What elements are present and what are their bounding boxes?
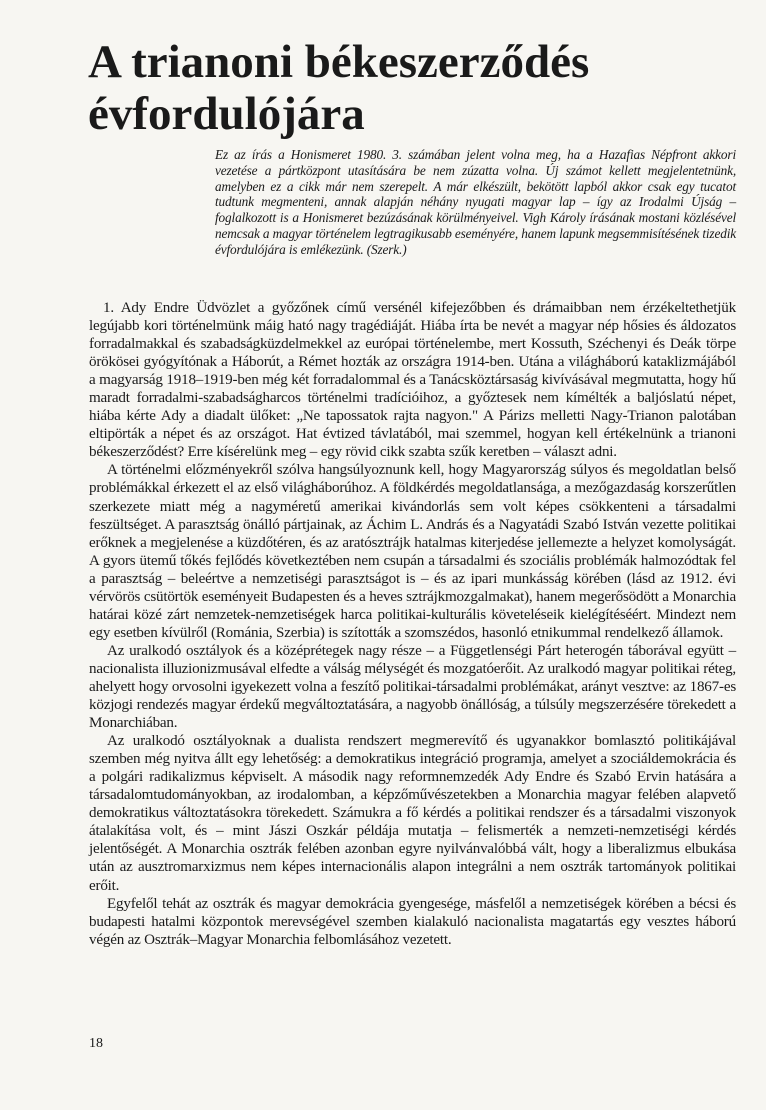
section-number: 1. <box>103 300 114 316</box>
title-line-2: évfordulójára <box>88 88 365 140</box>
paragraph-text: Ady Endre Üdvözlet a győzőnek című versénél kifejezőbben és drámaibban nem érzékeltethetjük legújabb kori történelmünk máig ható nagy tragédiáját. Hiába írta be nevét a magyar nép hősies és áldozatos forradalmakkal és szabadságküzdelmekkel az európai történelembe, mert Kossuth, Széchenyi és Deák törpe örökösei gyógyítónak a Háborút, a Rémet hozták az országra 1914-ben. Utána a világháború kataklizmájából a magyarság 1918–1919-ben még két forradalommal és a Tanácsköztársaság kivívásával megmutatta, hogy hű maradt forradalmi-szabadságharcos történelmi tradícióihoz, a győztesek nem kímélték a baljóslatú népet, hiába kérte Ady a diadalt ülőket: „Ne tapossatok rajta nagyon." A Párizs melletti Nagy-Trianon palotában eltipörták a népet és az országot. Hat évtized távlatából, mai szemmel, hogyan kell értékelnünk a trianoni békeszerződést? Erre kísérelünk meg – egy rövid cikk szabta szűk keretben – választ adni. <box>89 300 736 461</box>
article-body <box>89 299 736 949</box>
editorial-note: Ez az írás a Honismeret 1980. 3. számában jelent volna meg, ha a Hazafias Népfront akkori vezetése a pártközpont utasítására be nem zúzatta volna. Új számot kellett megjelentetnünk, amelyben ez a cikk már nem szerepelt. A már elkészült, bekötött lapból akkor csak egy tucatot tudtunk megmenteni, annak alapján néhány nyugati magyar lap – így az Irodalmi Újság – foglalkozott is a Honismeret bezúzásának körülményeivel. Vigh Károly írásának mostani közlésével nemcsak a magyar történelem legtragikusabb eseményére, hanem lapunk megsemmisítésének tizedik évfordulójára is emlékezünk. (Szerk.) <box>215 147 736 257</box>
page-number: 18 <box>89 1036 103 1051</box>
paragraph: Egyfelől tehát az osztrák és magyar demokrácia gyengesége, másfelől a nemzetiségek körében a bécsi és budapesti hatalmi központok merevségével szemben kialakuló nacionalista magatartás egy vesztes háború végén az Osztrák–Magyar Monarchia felbomlásához vezetett. <box>89 895 736 948</box>
article-title <box>88 36 728 140</box>
paragraph: Az uralkodó osztályok és a középrétegek nagy része – a Függetlenségi Párt heterogén táborával együtt – nacionalista illuzionizmusával elfedte a válság mélységét és mozgatóerőit. Az uralkodó magyar politikai réteg, ahelyett hogy orvosolni igyekezett volna a feszítő politikai-társadalmi problémákat, arányt vesztve: az 1867-es közjogi rendezés magyar érdekű megváltoztatására, a nagyobb önállóság, a túlsúly megszerzésére törekedett a Monarchiában. <box>89 642 736 732</box>
paragraph: A történelmi előzményekről szólva hangsúlyoznunk kell, hogy Magyarország súlyos és megoldatlan belső problémákkal érkezett el az első világháborúhoz. A földkérdés megoldatlansága, a mezőgazdaság korszerűtlen szerkezete miatt még a nagyméretű amerikai kivándorlás sem volt képes csökkenteni a társadalmi feszültséget. A parasztság önálló pártjainak, az Áchim L. András és a Nagyatádi Szabó István vezette politikai erőknek a megjelenése a küzdőtéren, és az aratósztrájk hatalmas kiterjedése jellemezte a helyzet komolyságát. A gyors ütemű tőkés fejlődés következtében nem csupán a társadalmi és szociális problémák halmozódtak fel a parasztság – beleértve a nemzetiségi parasztságot is – és az ipari munkásság körében (lásd az 1912. évi vérvörös csütörtök eseményeit Budapesten és a heves sztrájkmozgalmakat), hanem megerősödött a Monarchia határai közé zárt nemzetek-nemzetiségek harca politikai-kulturális követeléseik kielégítéséért. Mindezt nem egy esetben kívülről (Románia, Szerbia) is szították a szomszédos, hasonló etnikummal rendelkező államok. <box>89 462 736 641</box>
title-line-1: A trianoni békeszerződés <box>88 36 590 88</box>
paragraph <box>89 299 736 461</box>
paragraph: Az uralkodó osztályoknak a dualista rendszert megmerevítő és ugyanakkor bomlasztó politikájával szemben még nyitva állt egy lehetőség: a demokratikus integráció programja, amelyet a szociáldemokrácia és a polgári radikalizmus képviselt. A második nagy reformnemzedék Ady Endre és Szabó Ervin hatására a társadalomtudományokban, az irodalomban, a képzőművészetekben a Monarchia magyar felében alapvető demokratikus változtatásokra törekedett. Számukra a fő kérdés a politikai rendszer és a társadalmi viszonyok átalakítása volt, és – mint Jászi Oszkár példája mutatja – felismerték a nemzeti-nemzetiségi kérdés jelentőségét. A Monarchia osztrák felében azonban egyre nyilvánvalóbbá vált, hogy a liberalizmus elbukása után az ausztromarxizmus nem képes internacionális alapon integrálni a nem osztrák tartományok politikai erőit. <box>89 733 736 894</box>
